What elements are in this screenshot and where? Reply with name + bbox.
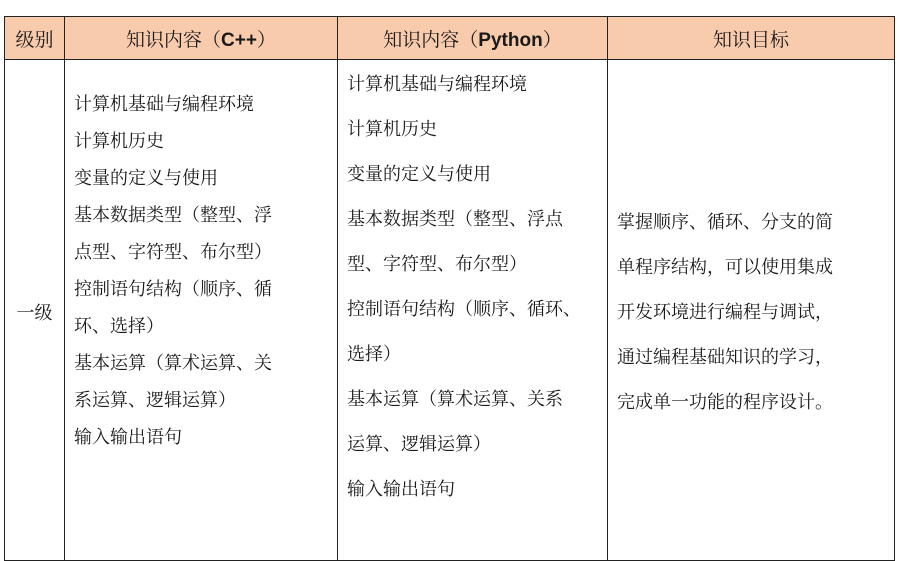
goal-line: 单程序结构，可以使用集成 xyxy=(617,257,833,278)
table-header-row xyxy=(5,17,895,60)
header-goal-text: 知识目标 xyxy=(712,28,789,51)
list-item: 基本数据类型（整型、浮 xyxy=(74,205,272,226)
header-python-prefix: 知识内容（ xyxy=(383,28,479,51)
list-item: 控制语句结构（顺序、循 xyxy=(74,279,272,300)
goal-line: 通过编程基础知识的学习， xyxy=(617,347,833,368)
goal-cell xyxy=(608,60,895,561)
goal-line: 掌握顺序、循环、分支的简 xyxy=(617,212,833,233)
header-goal xyxy=(608,17,895,60)
goal-line: 开发环境进行编程与调试， xyxy=(617,302,833,323)
cpp-content-cell xyxy=(65,60,338,561)
list-item: 计算机基础与编程环境 xyxy=(347,74,527,95)
list-item: 变量的定义与使用 xyxy=(347,164,491,185)
header-level-text: 级别 xyxy=(15,28,54,51)
goal-line: 完成单一功能的程序设计。 xyxy=(617,392,833,413)
list-item: 型、字符型、布尔型） xyxy=(347,254,527,275)
list-item: 选择） xyxy=(347,344,401,365)
header-python-content xyxy=(338,17,608,60)
list-item: 输入输出语句 xyxy=(347,479,455,500)
header-python-lang: Python xyxy=(478,29,543,51)
list-item: 基本数据类型（整型、浮点 xyxy=(347,209,563,230)
list-item: 计算机历史 xyxy=(74,131,164,152)
header-cpp-suffix: ） xyxy=(256,28,276,51)
list-item: 计算机历史 xyxy=(347,119,437,140)
list-item: 系运算、逻辑运算） xyxy=(74,390,236,411)
header-cpp-content xyxy=(65,17,338,60)
list-item: 基本运算（算术运算、关系 xyxy=(347,389,563,410)
list-item: 运算、逻辑运算） xyxy=(347,434,491,455)
level-cell xyxy=(5,60,65,561)
header-python-suffix: ） xyxy=(542,28,562,51)
list-item: 环、选择） xyxy=(74,316,164,337)
goal-text-block xyxy=(608,60,894,425)
header-cpp-lang: C++ xyxy=(221,29,257,51)
cpp-content-list xyxy=(65,60,337,456)
list-item: 控制语句结构（顺序、循环、 xyxy=(347,299,581,320)
level-text: 一级 xyxy=(16,303,53,324)
list-item: 基本运算（算术运算、关 xyxy=(74,353,272,374)
header-cpp-prefix: 知识内容（ xyxy=(126,28,222,51)
python-content-list xyxy=(338,60,607,512)
list-item: 计算机基础与编程环境 xyxy=(74,94,254,115)
table-row xyxy=(5,60,895,561)
list-item: 点型、字符型、布尔型） xyxy=(74,242,272,263)
list-item: 变量的定义与使用 xyxy=(74,168,218,189)
python-content-cell xyxy=(338,60,608,561)
list-item: 输入输出语句 xyxy=(74,427,182,448)
syllabus-table xyxy=(4,16,895,561)
header-level xyxy=(5,17,65,60)
